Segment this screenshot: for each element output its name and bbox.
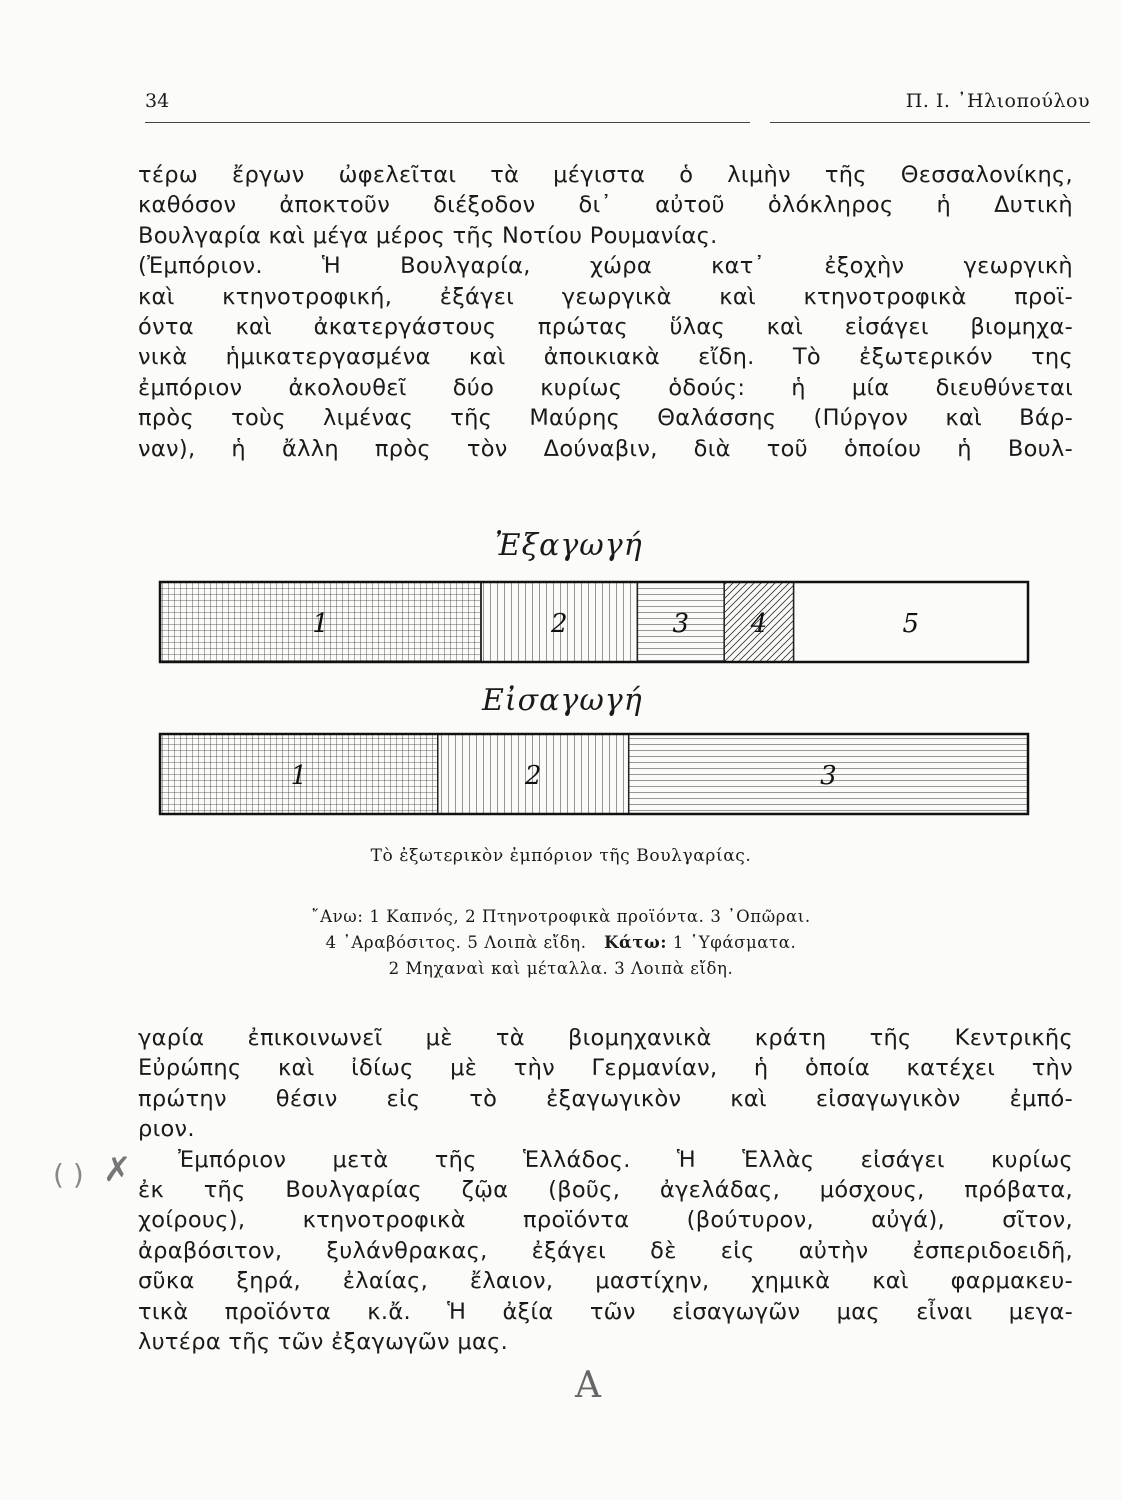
import-segment-label: 3: [820, 761, 837, 791]
margin-mark-letter: A: [575, 1365, 601, 1406]
import-segment-label: 1: [290, 761, 308, 791]
import-chart-title: Εἰσαγωγή: [482, 683, 643, 718]
figure-legend: [0, 904, 1122, 982]
text-line: τέρω ἔργων ὠφελεῖται τὰ μέγιστα ὁ λιμὴν τῆς Θεσσαλονίκης,: [138, 162, 1073, 188]
figure-caption: Τὸ ἐξωτερικὸν ἐμπόριον τῆς Βουλγαρίας.: [370, 846, 752, 866]
export-segment-label: 5: [902, 609, 920, 639]
legend-line-2: [0, 930, 1122, 956]
text-line: ριον.: [138, 1116, 195, 1143]
text-line: σῦκα ξηρά, ἐλαίας, ἔλαιον, μαστίχην, χημικὰ καὶ φαρμακευ-: [138, 1268, 1073, 1295]
export-segment-label: 1: [312, 609, 329, 639]
text-line: ναν), ἡ ἄλλη πρὸς τὸν Δούναβιν, διὰ τοῦ ὁποίου ἡ Βουλ-: [138, 435, 1073, 462]
export-chart-title: Ἐξαγωγή: [495, 528, 643, 563]
margin-mark-paren: ( ): [53, 1158, 84, 1191]
export-segment-label: 4: [750, 609, 768, 639]
page-number: 34: [145, 90, 170, 112]
text-line: γαρία ἐπικοινωνεῖ μὲ τὰ βιομηχανικὰ κράτη τῆς Κεντρικῆς: [138, 1025, 1073, 1051]
text-line: Βουλγαρία καὶ μέγα μέρος τῆς Νοτίου Ρουμανίας.: [138, 222, 718, 249]
text-line: όντα καὶ ἀκατεργάστους πρώτας ὕλας καὶ εἰσάγει βιομηχα-: [138, 314, 1073, 341]
legend-line-1: ῎Ανω: 1 Καπνός, 2 Πτηνοτροφικὰ προϊόντα. 3 ᾿Οπῶραι.: [311, 907, 811, 926]
text-line: Εὐρώπης καὶ ἰδίως μὲ τὴν Γερμανίαν, ἡ ὁποία κατέχει τὴν: [138, 1055, 1073, 1082]
import-segment-label: 2: [524, 761, 542, 791]
text-line: ἐκ τῆς Βουλγαρίας ζῷα (βοῦς, ἀγελάδας, μόσχους, πρόβατα,: [138, 1177, 1073, 1204]
legend-line-2b: 1 ῾Υφάσματα.: [672, 933, 797, 952]
text-line: ἀραβόσιτον, ξυλάνθρακας, ἐξάγει δὲ εἰς αὐτὴν ἐσπεριδοειδῆ,: [138, 1237, 1073, 1264]
text-line: καὶ κτηνοτροφική, ἐξάγει γεωργικὰ καὶ κτηνοτροφικὰ προϊ-: [138, 283, 1073, 310]
running-head: Π. Ι. ᾿Ηλιοπούλου: [905, 90, 1090, 112]
legend-line-3: 2 Μηχαναὶ καὶ μέταλλα. 3 Λοιπὰ εἴδη.: [388, 959, 734, 978]
legend-line-2a: 4 ᾿Αραβόσιτος. 5 Λοιπὰ εἴδη.: [325, 933, 587, 952]
text-line: πρὸς τοὺς λιμένας τῆς Μαύρης Θαλάσσης (Πύργον καὶ Βάρ-: [138, 405, 1073, 432]
text-line: καθόσον ἀποκτοῦν διέξοδον δι᾿ αὐτοῦ ὁλόκληρος ἡ Δυτικὴ: [138, 192, 1073, 219]
text-line: χοίρους), κτηνοτροφικὰ προϊόντα (βούτυρον, αὐγά), σῖτον,: [138, 1207, 1073, 1234]
import-bar: [160, 734, 1028, 814]
text-line: λυτέρα τῆς τῶν ἐξαγωγῶν μας.: [138, 1329, 509, 1356]
text-line: ἐμπόριον ἀκολουθεῖ δύο κυρίως ὁδούς: ἡ μία διευθύνεται: [138, 374, 1073, 401]
export-bar: [160, 582, 1028, 662]
margin-mark-cross: ✗: [103, 1150, 132, 1190]
text-line: Ἐμπόριον μετὰ τῆς Ἑλλάδος. Ἡ Ἑλλὰς εἰσάγει κυρίως: [178, 1146, 1073, 1173]
paragraph-2: [138, 1023, 1073, 1357]
text-line: (Ἐμπόριον. Ἡ Βουλγαρία, χώρα κατ᾿ ἐξοχὴν γεωργικὴ: [138, 253, 1073, 280]
export-segment-label: 2: [551, 609, 568, 639]
legend-bottom-label: Κάτω:: [604, 933, 668, 952]
text-line: πρώτην θέσιν εἰς τὸ ἐξαγωγικὸν καὶ εἰσαγωγικὸν ἐμπό-: [138, 1085, 1073, 1112]
export-segment-label: 3: [672, 609, 690, 639]
text-line: τικὰ προϊόντα κ.ἄ. Ἡ ἀξία τῶν εἰσαγωγῶν μας εἶναι μεγα-: [138, 1298, 1073, 1325]
text-line: νικὰ ἡμικατεργασμένα καὶ ἀποικιακὰ εἴδη. Τὸ ἐξωτερικόν της: [138, 344, 1073, 371]
